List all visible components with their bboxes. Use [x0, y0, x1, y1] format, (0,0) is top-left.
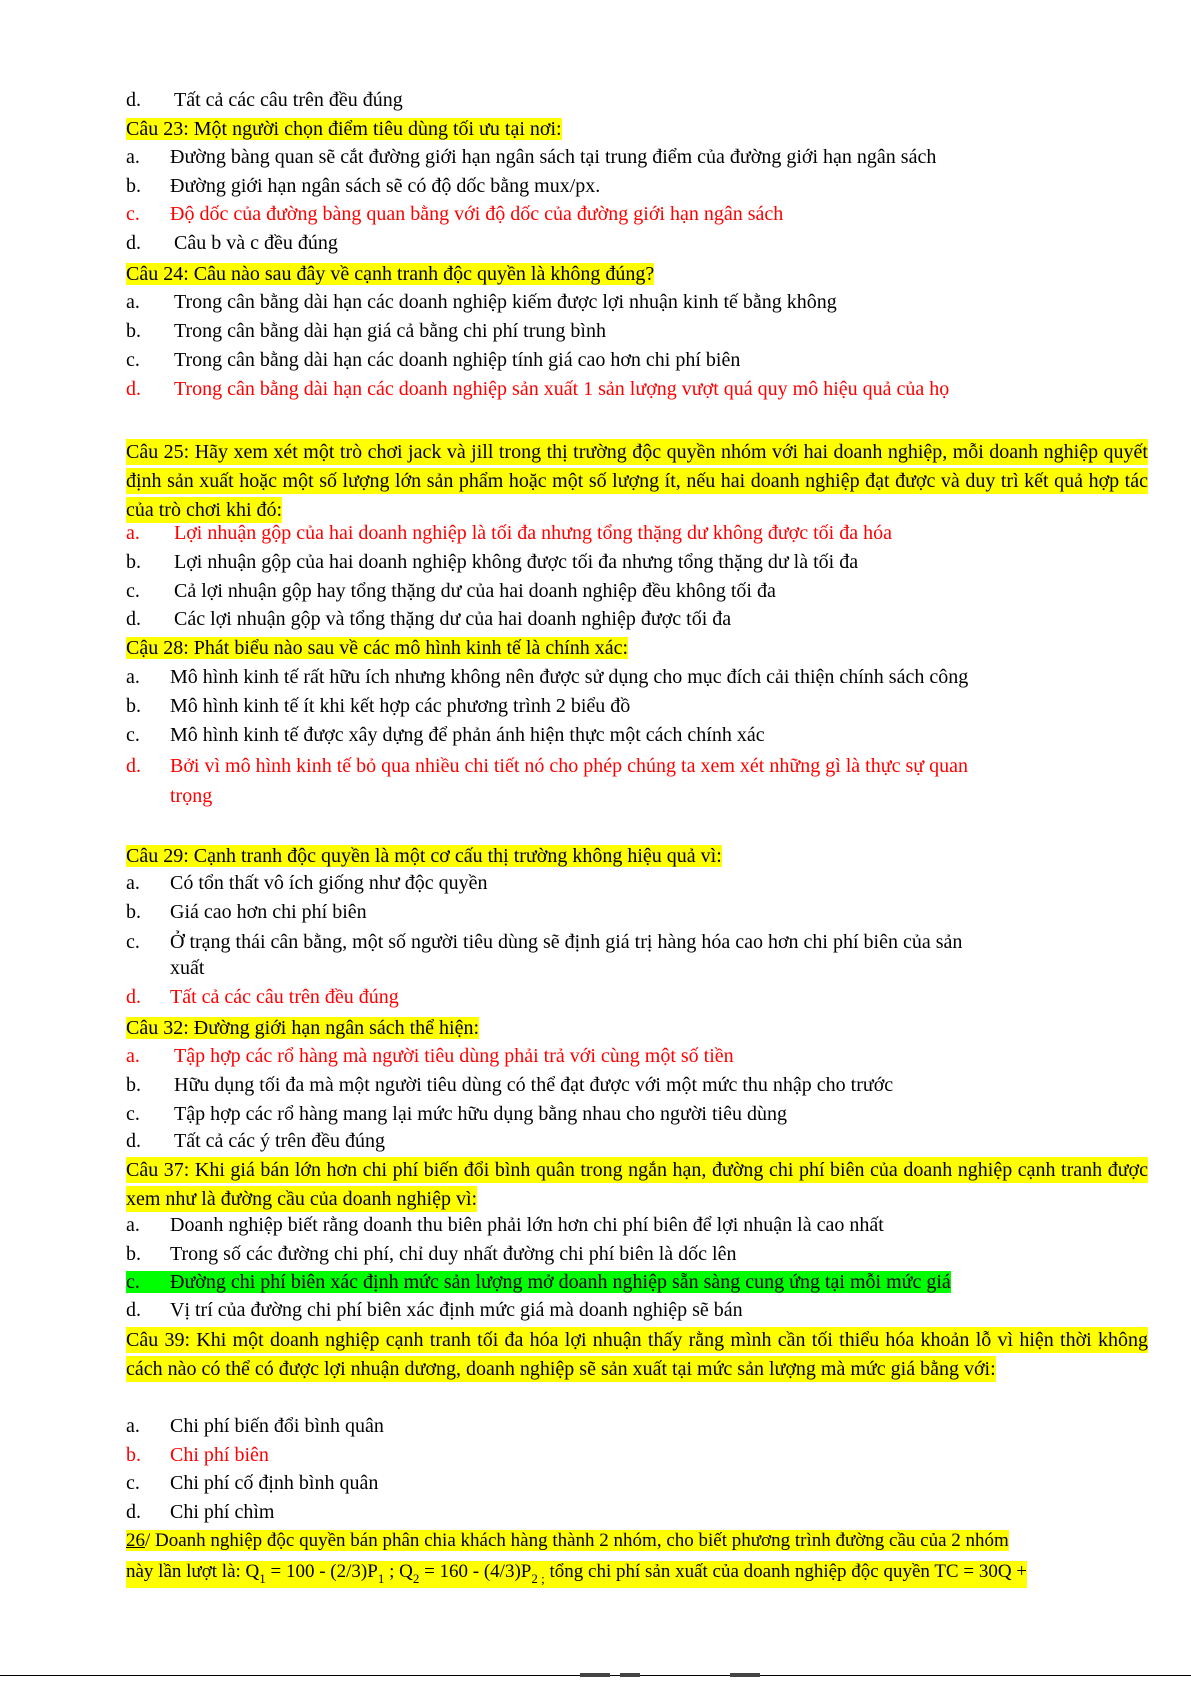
answer-letter: b. [126, 551, 141, 573]
answer-letter: c. [126, 931, 140, 953]
scan-artifact [620, 1673, 640, 1677]
question-text: Câu 23: Một người chọn điểm tiêu dùng tối ưu tại nơi: [126, 118, 562, 140]
question-text: Câu 39: Khi một doanh nghiệp cạnh tranh tối đa hóa lợi nhuận thấy rằng mình cần tối thiểu hóa khoản lỗ vì hiện thời không cách nào có thể có được lợi nhuận dương, doanh nghiệp sẽ sản xuất tại mức sản lượng mà mức giá bằng với: [126, 1329, 1148, 1380]
answer-text: Lợi nhuận gộp của hai doanh nghiệp không được tối đa nhưng tổng thặng dư là tối đa [174, 551, 859, 573]
subscript: 1 [377, 1571, 385, 1586]
question-text: Cậu 28: Phát biểu nào sau về các mô hình kinh tế là chính xác: [126, 637, 629, 659]
answer-d-prev [126, 88, 403, 114]
answer-text: Đường chi phí biên xác định mức sản lượng mở doanh nghiệp sẵn sàng cung ứng tại mỗi mức giá [170, 1271, 951, 1293]
question-text-part: = 160 - (4/3)P [419, 1561, 532, 1582]
answer-letter: d. [126, 89, 141, 111]
question-text: Câu 37: Khi giá bán lớn hơn chi phí biến đổi bình quân trong ngắn hạn, đường chi phí biên của doanh nghiệp cạnh tranh được xem như là đường cầu của doanh nghiệp vì: [126, 1159, 1148, 1210]
question-text-part: = 100 - (2/3)P [265, 1561, 378, 1582]
answer-letter: d. [126, 232, 141, 254]
answer-letter: a. [126, 1415, 140, 1437]
q25-answer-c [126, 579, 776, 605]
subscript: 2 [412, 1571, 420, 1586]
answer-text: Đường giới hạn ngân sách sẽ có độ dốc bằng mux/px. [170, 175, 601, 197]
question-32 [126, 1016, 479, 1042]
q25-answer-b [126, 550, 858, 576]
q32-answer-b [126, 1073, 893, 1099]
answer-text: Cả lợi nhuận gộp hay tổng thặng dư của hai doanh nghiệp đều không tối đa [174, 580, 776, 602]
question-37 [126, 1156, 1148, 1214]
answer-text: Chi phí cố định bình quân [170, 1472, 379, 1494]
q25-answer-d [126, 607, 731, 633]
q39-answer-b-correct [126, 1443, 269, 1469]
answer-letter: a. [126, 146, 140, 168]
answer-text: Trong cân bằng dài hạn các doanh nghiệp sản xuất 1 sản lượng vượt quá quy mô hiệu quả của họ [174, 378, 950, 400]
answer-text: Trong cân bằng dài hạn các doanh nghiệp tính giá cao hơn chi phí biên [174, 349, 741, 371]
question-23 [126, 117, 562, 143]
q32-answer-c [126, 1102, 787, 1128]
q23-answer-a [126, 145, 936, 171]
question-text-part: ; Q [384, 1561, 413, 1582]
answer-letter: a. [126, 522, 140, 544]
answer-text: Các lợi nhuận gộp và tổng thặng dư của hai doanh nghiệp được tối đa [174, 608, 732, 630]
answer-text: Đường bàng quan sẽ cắt đường giới hạn ngân sách tại trung điểm của đường giới hạn ngân sách [170, 146, 937, 168]
answer-text: Lợi nhuận gộp của hai doanh nghiệp là tối đa nhưng tổng thặng dư không được tối đa hóa [174, 522, 892, 544]
q23-answer-d [126, 231, 338, 257]
answer-text: Trong số các đường chi phí, chỉ duy nhất đường chi phí biên là dốc lên [170, 1243, 737, 1265]
question-text: Câu 29: Cạnh tranh độc quyền là một cơ cấu thị trường không hiệu quả vì: [126, 845, 722, 867]
q32-answer-d [126, 1129, 385, 1155]
q29-answer-c [126, 930, 962, 956]
answer-text: Tất cả các câu trên đều đúng [170, 986, 399, 1008]
answer-text: Tập hợp các rổ hàng mà người tiêu dùng phải trả với cùng một số tiền [174, 1045, 734, 1067]
answer-letter: d. [126, 608, 141, 630]
answer-text: Câu b và c đều đúng [174, 232, 338, 254]
answer-text: Trong cân bằng dài hạn các doanh nghiệp kiếm được lợi nhuận kinh tế bằng không [174, 291, 837, 313]
q39-answer-d [126, 1500, 274, 1526]
question-24 [126, 262, 654, 288]
answer-text: Tập hợp các rổ hàng mang lại mức hữu dụng bằng nhau cho người tiêu dùng [174, 1103, 787, 1125]
answer-letter: c. [126, 1271, 140, 1293]
q28-answer-b [126, 694, 630, 720]
answer-text: Chi phí biến đổi bình quân [170, 1415, 384, 1437]
question-26-line2 [126, 1560, 1027, 1592]
answer-letter: d. [126, 1130, 141, 1152]
q24-answer-a [126, 290, 837, 316]
q28-answer-c [126, 723, 765, 749]
answer-text: Chi phí chìm [170, 1501, 275, 1523]
answer-text: Doanh nghiệp biết rằng doanh thu biên phải lớn hơn chi phí biên để lợi nhuận là cao nhất [170, 1214, 884, 1236]
q37-answer-c-correct [126, 1270, 951, 1296]
answer-letter: d. [126, 755, 141, 777]
answer-text: Giá cao hơn chi phí biên [170, 901, 367, 923]
answer-text: Mô hình kinh tế rất hữu ích nhưng không nên được sử dụng cho mục đích cải thiện chính sách công [170, 666, 969, 688]
q39-answer-c [126, 1471, 378, 1497]
answer-text: Vị trí của đường chi phí biên xác định mức giá mà doanh nghiệp sẽ bán [170, 1299, 743, 1321]
q28-answer-a [126, 665, 968, 691]
answer-letter: a. [126, 1045, 140, 1067]
question-text: Câu 25: Hãy xem xét một trò chơi jack và jill trong thị trường độc quyền nhóm với hai doanh nghiệp, mỗi doanh nghiệp quyết định sản xuất hoặc một số lượng lớn sản phẩm hoặc một số lượng ít, nếu hai doanh nghiệp đạt được và duy trì kết quả hợp tác của trò chơi khi đó: [126, 441, 1148, 521]
answer-letter: c. [126, 1472, 140, 1494]
answer-text: Trong cân bằng dài hạn giá cả bằng chi phí trung bình [174, 320, 606, 342]
q29-answer-a [126, 871, 487, 897]
q32-answer-a-correct [126, 1044, 734, 1070]
question-28 [126, 636, 628, 662]
answer-letter: b. [126, 695, 141, 717]
q37-answer-a [126, 1213, 884, 1239]
answer-text: Mô hình kinh tế được xây dựng để phản ánh hiện thực một cách chính xác [170, 724, 765, 746]
question-text: Câu 24: Câu nào sau đây về cạnh tranh độc quyền là không đúng? [126, 263, 655, 285]
question-29 [126, 844, 722, 870]
answer-letter: b. [126, 320, 141, 342]
answer-letter: d. [126, 378, 141, 400]
answer-text: Bởi vì mô hình kinh tế bỏ qua nhiều chi tiết nó cho phép chúng ta xem xét những gì là thực sự quan [170, 755, 968, 777]
scan-artifact [580, 1673, 610, 1677]
answer-letter: c. [126, 580, 140, 602]
q28-answer-d-cont [170, 784, 212, 810]
question-26-line1 [126, 1529, 1009, 1555]
answer-text: Chi phí biên [170, 1444, 269, 1466]
answer-letter: d. [126, 1299, 141, 1321]
answer-text: Có tổn thất vô ích giống như độc quyền [170, 872, 488, 894]
answer-letter: a. [126, 666, 140, 688]
answer-letter: b. [126, 1444, 141, 1466]
q29-answer-c-cont [170, 956, 204, 982]
answer-letter: a. [126, 291, 140, 313]
question-text [126, 1561, 1027, 1588]
q39-answer-a [126, 1414, 384, 1440]
answer-text: Tất cả các ý trên đều đúng [174, 1130, 386, 1152]
question-text [126, 1530, 1009, 1551]
q24-answer-c [126, 348, 740, 374]
q23-answer-c-correct [126, 202, 783, 228]
answer-letter: b. [126, 1243, 141, 1265]
answer-letter: a. [126, 1214, 140, 1236]
answer-letter: d. [126, 986, 141, 1008]
q23-answer-b [126, 174, 600, 200]
question-25 [126, 438, 1148, 525]
question-text-part: tổng chi phí sản xuất của doanh nghiệp độc quyền TC = 30Q + [544, 1561, 1028, 1582]
answer-letter: b. [126, 175, 141, 197]
scan-artifact [730, 1673, 760, 1677]
answer-text: Mô hình kinh tế ít khi kết hợp các phương trình 2 biểu đồ [170, 695, 631, 717]
answer-letter: b. [126, 1074, 141, 1096]
answer-text: Độ dốc của đường bàng quan bằng với độ dốc của đường giới hạn ngân sách [170, 203, 784, 225]
answer-letter: c. [126, 1103, 140, 1125]
subscript: 2 ; [531, 1571, 545, 1586]
question-number: 26 [126, 1530, 145, 1551]
answer-letter: c. [126, 203, 140, 225]
answer-highlight [126, 1271, 951, 1293]
q24-answer-b [126, 319, 606, 345]
answer-text: Tất cả các câu trên đều đúng [174, 89, 403, 111]
q29-answer-d-correct [126, 985, 399, 1011]
q28-answer-d-correct [126, 754, 968, 780]
answer-text: xuất [170, 957, 205, 979]
q37-answer-d [126, 1298, 743, 1324]
question-text: Câu 32: Đường giới hạn ngân sách thể hiện: [126, 1017, 480, 1039]
q37-answer-b [126, 1242, 736, 1268]
answer-text: Hữu dụng tối đa mà một người tiêu dùng có thể đạt được với một mức thu nhập cho trước [174, 1074, 894, 1096]
q25-answer-a-correct [126, 521, 892, 547]
answer-letter: d. [126, 1501, 141, 1523]
answer-letter: b. [126, 901, 141, 923]
question-39 [126, 1326, 1148, 1384]
answer-letter: a. [126, 872, 140, 894]
answer-letter: c. [126, 724, 140, 746]
question-text-part: này lần lượt là: Q [126, 1561, 260, 1582]
q24-answer-d-correct [126, 377, 949, 403]
subscript: 1 [259, 1571, 266, 1586]
q29-answer-b [126, 900, 367, 926]
question-text-part: / Doanh nghiệp độc quyền bán phân chia khách hàng thành 2 nhóm, cho biết phương trình đường cầu của 2 nhóm [145, 1530, 1009, 1551]
answer-text: Ở trạng thái cân bằng, một số người tiêu dùng sẽ định giá trị hàng hóa cao hơn chi phí biên của sản [170, 931, 963, 953]
answer-text: trọng [170, 785, 213, 807]
answer-letter: c. [126, 349, 140, 371]
